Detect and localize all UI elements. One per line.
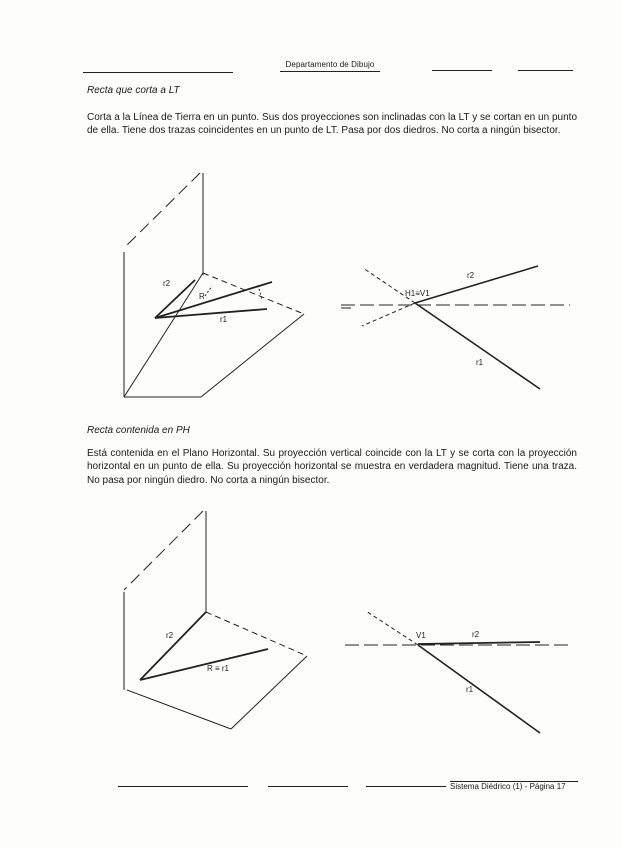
horizontal-plane-right-edge-2 (231, 656, 307, 729)
section2-projection-diagram (345, 611, 568, 733)
section2-body: Está contenida en el Plano Horizontal. Su proyección vertical coincide con la LT y se corta con la proyección horizontal en un punto de ella. Su proyección horizontal se muestra en verdadera magnitud. Tiene una traza. No pasa por ningún diedro. No corta a ningún bisector. (87, 448, 577, 486)
section1-title: Recta que corta a LT (87, 85, 180, 96)
label-r1-proj-2: r1 (466, 685, 474, 694)
footer-page-info: Sistema Diédrico (1) - Página 17 (450, 782, 566, 791)
horizontal-plane-back-edge-2 (206, 612, 307, 656)
footer-rule-b (268, 786, 348, 787)
line-R-coincident (140, 649, 268, 680)
section2-title: Recta contenida en PH (87, 425, 190, 436)
label-r1-proj: r1 (476, 358, 484, 367)
horizontal-plane-front-edge-2 (127, 690, 231, 729)
footer-rule-a (118, 786, 248, 787)
label-v1: V1 (416, 631, 426, 640)
r1-hidden-2 (366, 611, 418, 645)
label-R-r1-3d-2: R ≡ r1 (207, 664, 230, 673)
vertical-plane-top-edge-2 (124, 511, 203, 590)
ground-line-3d-2 (140, 612, 206, 680)
footer-rule-c (366, 786, 446, 787)
label-r2-proj-2: r2 (472, 630, 480, 639)
label-R-3d: R (199, 292, 205, 301)
label-r2-proj: r2 (467, 271, 475, 280)
section1-body: Corta a la Línea de Tierra en un punto. Sus dos proyecciones son inclinadas con la LT y se cortan en un punto de ella. Tiene dos trazas coincidentes en un punto de LT. Pasa por dos diedros. No corta a ningún bisector. (87, 112, 577, 137)
label-r1-3d: r1 (220, 315, 228, 324)
header-department: Departamento de Dibujo (285, 60, 375, 69)
label-r2-3d-2: r2 (166, 631, 174, 640)
r1-projection-2 (418, 645, 540, 733)
label-r2-3d: r2 (163, 279, 171, 288)
label-h1v1: H1≡V1 (405, 289, 430, 298)
r2-on-lt (418, 642, 540, 644)
section2-3d-diagram (124, 511, 307, 729)
